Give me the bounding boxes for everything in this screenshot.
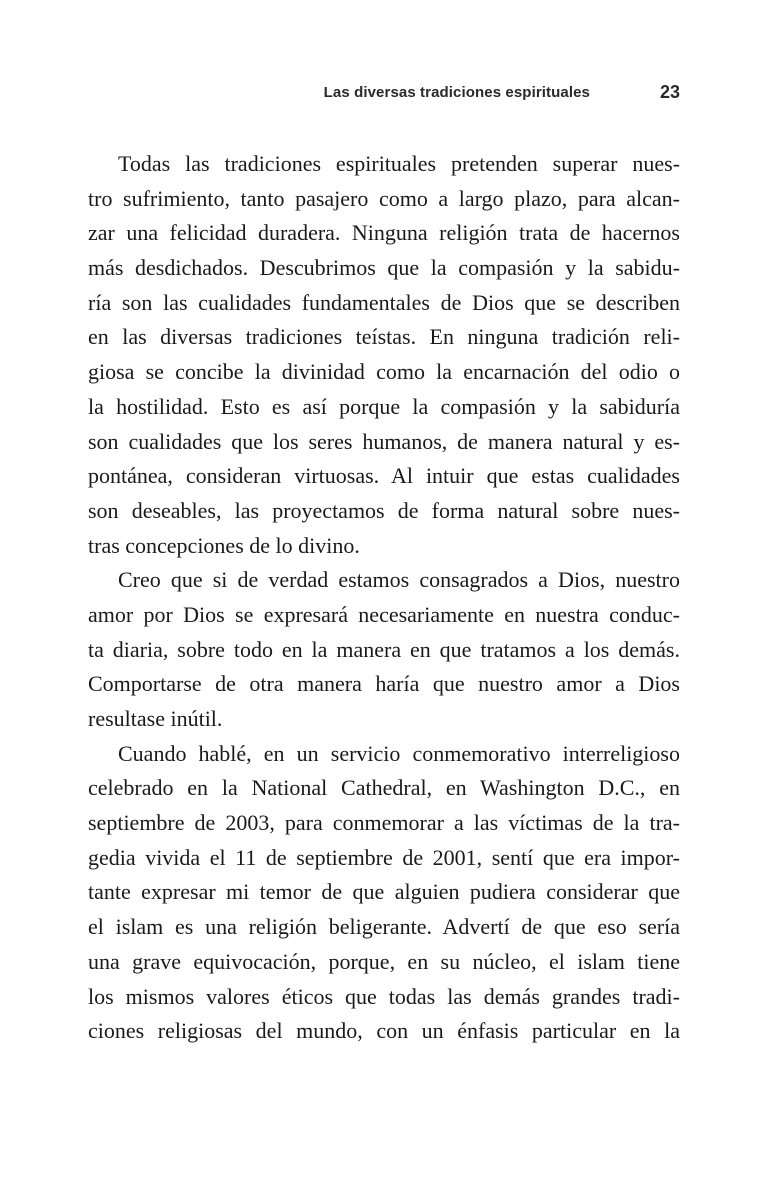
- text-line: ría son las cualidades fundamentales de Dios que se describen: [88, 289, 680, 315]
- text-line: ciones religiosas del mundo, con un énfasis particular en la: [88, 1018, 680, 1044]
- text-line: Todas las tradiciones espirituales pretenden superar nues-: [118, 151, 680, 176]
- text-line: el islam es una religión beligerante. Advertí de que eso sería: [88, 914, 680, 940]
- text-line: son deseables, las proyectamos de forma natural sobre nues-: [88, 497, 680, 523]
- paragraph-1: [88, 147, 680, 563]
- text-line: son cualidades que los seres humanos, de manera natural y es-: [88, 428, 680, 454]
- text-line: tante expresar mi temor de que alguien pudiera considerar que: [88, 879, 680, 905]
- text-line: una grave equivocación, porque, en su núcleo, el islam tiene: [88, 948, 680, 974]
- text-line: ta diaria, sobre todo en la manera en que tratamos a los demás.: [88, 636, 680, 662]
- text-line: la hostilidad. Esto es así porque la compasión y la sabiduría: [88, 393, 680, 419]
- text-line: Creo que si de verdad estamos consagrados a Dios, nuestro: [118, 567, 680, 593]
- body-text: [88, 147, 680, 1049]
- paragraph-3: [88, 737, 680, 1049]
- text-line: resultase inútil.: [88, 706, 223, 731]
- text-line: Cuando hablé, en un servicio conmemorativo interreligioso: [118, 740, 680, 766]
- text-line: Comportarse de otra manera haría que nuestro amor a Dios: [88, 671, 680, 697]
- text-line: tro sufrimiento, tanto pasajero como a largo plazo, para alcan-: [88, 185, 680, 211]
- paragraph-2: [88, 563, 680, 736]
- text-line: los mismos valores éticos que todas las demás grandes tradi-: [88, 983, 680, 1009]
- running-title: Las diversas tradiciones espirituales: [323, 84, 590, 101]
- page-number: 23: [659, 82, 680, 102]
- text-line: tras concepciones de lo divino.: [88, 532, 360, 558]
- text-line: giosa se concibe la divinidad como la encarnación del odio o: [88, 359, 680, 385]
- text-line: más desdichados. Descubrimos que la compasión y la sabidu-: [88, 255, 680, 281]
- text-line: pontánea, consideran virtuosas. Al intuir que estas cualidades: [88, 463, 680, 489]
- text-line: amor por Dios se expresará necesariamente en nuestra conduc-: [88, 601, 680, 627]
- text-line: septiembre de 2003, para conmemorar a las víctimas de la tra-: [88, 810, 680, 836]
- text-line: zar una felicidad duradera. Ninguna religión trata de hacernos: [88, 220, 680, 246]
- text-line: gedia vivida el 11 de septiembre de 2001, sentí que era impor-: [88, 844, 680, 870]
- running-head: [88, 82, 680, 108]
- text-line: celebrado en la National Cathedral, en Washington D.C., en: [88, 775, 680, 801]
- text-line: en las diversas tradiciones teístas. En ninguna tradición reli-: [88, 324, 680, 350]
